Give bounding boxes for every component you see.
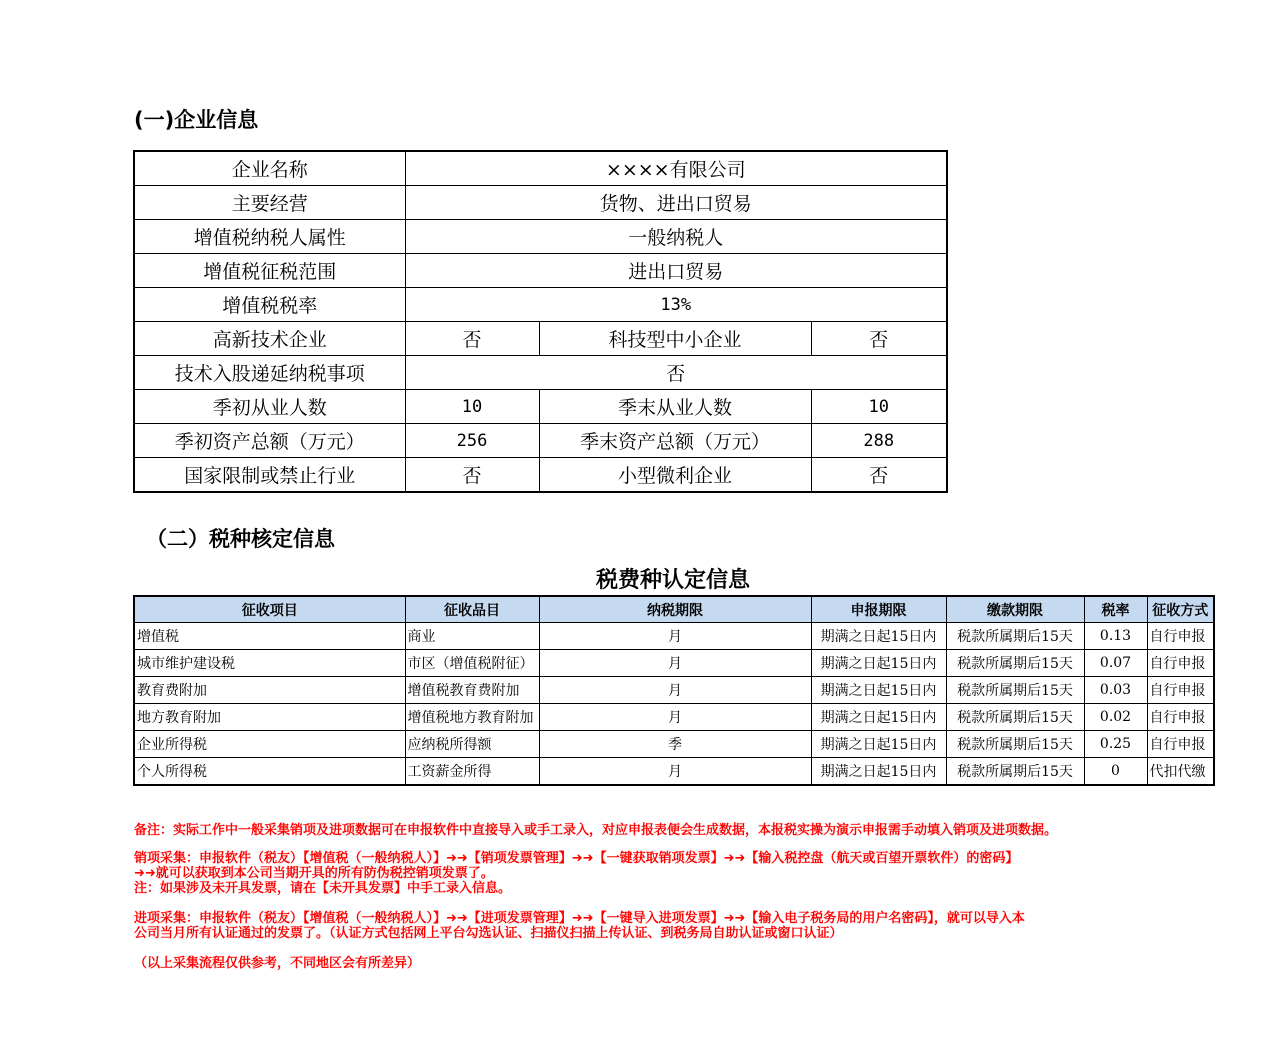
table-cell: 期满之日起15日内 <box>811 731 946 758</box>
table-cell: 0.25 <box>1084 731 1147 758</box>
small-enterprise-value: 否 <box>811 458 947 493</box>
employees-end-value: 10 <box>811 390 947 424</box>
column-header: 纳税期限 <box>539 596 811 623</box>
sales-note-line: ➜➜就可以获取到本公司当期开具的所有防伪税控销项发票了。 <box>134 866 494 881</box>
table-row <box>134 356 947 390</box>
table-cell: 期满之日起15日内 <box>811 677 946 704</box>
main-business-value: 货物、进出口贸易 <box>405 186 947 220</box>
tax-table-title: 税费种认定信息 <box>595 568 750 593</box>
deferred-tax-value: 否 <box>405 356 947 390</box>
table-cell: 税款所属期后15天 <box>946 731 1084 758</box>
column-header: 征收品目 <box>405 596 539 623</box>
column-header: 申报期限 <box>811 596 946 623</box>
table-cell: 个人所得税 <box>134 758 405 786</box>
table-cell: 自行申报 <box>1147 677 1214 704</box>
table-cell: 城市维护建设税 <box>134 650 405 677</box>
tax-info-table <box>133 595 1215 786</box>
table-row <box>134 758 1214 786</box>
column-header: 征收方式 <box>1147 596 1214 623</box>
table-cell: 月 <box>539 650 811 677</box>
table-row <box>134 390 947 424</box>
table-row <box>134 458 947 493</box>
table-cell: 工资薪金所得 <box>405 758 539 786</box>
table-cell: 期满之日起15日内 <box>811 650 946 677</box>
hightech-label: 高新技术企业 <box>134 322 405 356</box>
deferred-tax-label: 技术入股递延纳税事项 <box>134 356 405 390</box>
column-header: 征收项目 <box>134 596 405 623</box>
table-row <box>134 623 1214 650</box>
input-collection-note <box>134 911 1224 941</box>
reference-text: （以上采集流程仅供参考，不同地区会有所差异） <box>134 956 421 971</box>
table-cell: 代扣代缴 <box>1147 758 1214 786</box>
table-cell: 增值税教育费附加 <box>405 677 539 704</box>
reference-note <box>134 956 1224 971</box>
restricted-industry-label: 国家限制或禁止行业 <box>134 458 405 493</box>
employees-start-label: 季初从业人数 <box>134 390 405 424</box>
hightech-value: 否 <box>405 322 539 356</box>
table-cell: 税款所属期后15天 <box>946 650 1084 677</box>
vat-taxpayer-type-label: 增值税纳税人属性 <box>134 220 405 254</box>
vat-rate-value: 13% <box>405 288 947 322</box>
table-cell: 0 <box>1084 758 1147 786</box>
table-cell: 商业 <box>405 623 539 650</box>
table-row <box>134 424 947 458</box>
table-row <box>134 254 947 288</box>
table-row <box>134 704 1214 731</box>
table-row <box>134 220 947 254</box>
table-cell: 0.02 <box>1084 704 1147 731</box>
sales-note-line: 注：如果涉及未开具发票，请在【未开具发票】中手工录入信息。 <box>134 881 512 896</box>
table-row <box>134 650 1214 677</box>
table-cell: 月 <box>539 677 811 704</box>
company-name-label: 企业名称 <box>134 151 405 186</box>
sales-note-line: 销项采集：申报软件（税友）【增值税（一般纳税人）】➜➜【销项发票管理】➜➜【一键获取销项发票】➜➜【输入税控盘（航天或百望开票软件）的密码】 <box>134 851 1019 866</box>
vat-taxpayer-type-value: 一般纳税人 <box>405 220 947 254</box>
small-enterprise-label: 小型微利企业 <box>539 458 811 493</box>
table-cell: 自行申报 <box>1147 650 1214 677</box>
table-cell: 月 <box>539 758 811 786</box>
vat-scope-label: 增值税征税范围 <box>134 254 405 288</box>
table-cell: 增值税 <box>134 623 405 650</box>
table-row <box>134 731 1214 758</box>
table-cell: 自行申报 <box>1147 623 1214 650</box>
input-note-line: 公司当月所有认证通过的发票了。（认证方式包括网上平台勾选认证、扫描仪扫描上传认证、到税务局自助认证或窗口认证） <box>134 926 843 941</box>
table-cell: 自行申报 <box>1147 731 1214 758</box>
vat-rate-label: 增值税税率 <box>134 288 405 322</box>
table-cell: 0.03 <box>1084 677 1147 704</box>
tech-sme-label: 科技型中小企业 <box>539 322 811 356</box>
table-cell: 教育费附加 <box>134 677 405 704</box>
vat-scope-value: 进出口贸易 <box>405 254 947 288</box>
remark-note <box>134 823 1224 838</box>
table-cell: 月 <box>539 623 811 650</box>
tax-table-header-row <box>134 596 1214 623</box>
tech-sme-value: 否 <box>811 322 947 356</box>
assets-start-label: 季初资产总额（万元） <box>134 424 405 458</box>
assets-end-value: 288 <box>811 424 947 458</box>
employees-start-value: 10 <box>405 390 539 424</box>
table-cell: 企业所得税 <box>134 731 405 758</box>
table-cell: 市区（增值税附征） <box>405 650 539 677</box>
table-cell: 税款所属期后15天 <box>946 623 1084 650</box>
table-row <box>134 186 947 220</box>
main-business-label: 主要经营 <box>134 186 405 220</box>
company-info-table <box>133 150 948 493</box>
table-cell: 期满之日起15日内 <box>811 758 946 786</box>
employees-end-label: 季末从业人数 <box>539 390 811 424</box>
table-cell: 税款所属期后15天 <box>946 704 1084 731</box>
remark-text: 备注：实际工作中一般采集销项及进项数据可在申报软件中直接导入或手工录入，对应申报表便会生成数据，本报税实操为演示申报需手动填入销项及进项数据。 <box>134 823 1058 838</box>
table-row <box>134 322 947 356</box>
table-cell: 期满之日起15日内 <box>811 623 946 650</box>
table-cell: 地方教育附加 <box>134 704 405 731</box>
section-title-tax-info: （二）税种核定信息 <box>146 527 335 551</box>
table-row <box>134 677 1214 704</box>
table-cell: 税款所属期后15天 <box>946 677 1084 704</box>
assets-end-label: 季末资产总额（万元） <box>539 424 811 458</box>
table-cell: 0.13 <box>1084 623 1147 650</box>
company-name-value: ××××有限公司 <box>405 151 947 186</box>
table-cell: 月 <box>539 704 811 731</box>
sales-collection-note <box>134 851 1224 896</box>
column-header: 缴款期限 <box>946 596 1084 623</box>
restricted-industry-value: 否 <box>405 458 539 493</box>
input-note-line: 进项采集：申报软件（税友）【增值税（一般纳税人）】➜➜【进项发票管理】➜➜【一键导入进项发票】➜➜【输入电子税务局的用户名密码】，就可以导入本 <box>134 911 1025 926</box>
table-cell: 应纳税所得额 <box>405 731 539 758</box>
table-row <box>134 151 947 186</box>
table-cell: 0.07 <box>1084 650 1147 677</box>
table-cell: 税款所属期后15天 <box>946 758 1084 786</box>
table-cell: 季 <box>539 731 811 758</box>
table-cell: 自行申报 <box>1147 704 1214 731</box>
table-row <box>134 288 947 322</box>
assets-start-value: 256 <box>405 424 539 458</box>
section-title-company-info: (一)企业信息 <box>134 108 259 132</box>
table-cell: 增值税地方教育附加 <box>405 704 539 731</box>
table-cell: 期满之日起15日内 <box>811 704 946 731</box>
column-header: 税率 <box>1084 596 1147 623</box>
